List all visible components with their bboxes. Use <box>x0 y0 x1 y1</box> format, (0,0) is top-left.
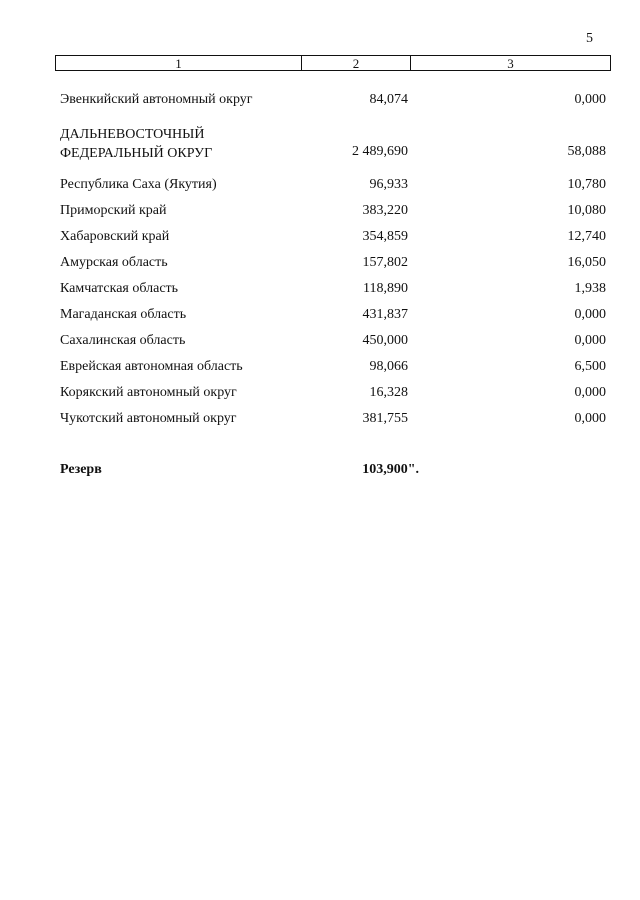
row-value-3: 12,740 <box>567 229 606 244</box>
table-header <box>55 55 611 71</box>
group-name-line-1: ДАЛЬНЕВОСТОЧНЫЙ <box>60 127 205 142</box>
row-value-3: 0,000 <box>574 307 606 322</box>
row-value-2: 157,802 <box>362 255 408 270</box>
row-value-2: 383,220 <box>362 203 408 218</box>
row-value-3: 0,000 <box>574 385 606 400</box>
row-value-2: 381,755 <box>362 411 408 426</box>
row-value-3: 0,000 <box>574 333 606 348</box>
row-value-2: 118,890 <box>363 281 408 296</box>
row-value-3: 6,500 <box>574 359 606 374</box>
row-name: Корякский автономный округ <box>60 385 237 400</box>
row-name: Сахалинская область <box>60 333 186 348</box>
row-value-2: 96,933 <box>369 177 408 192</box>
row-value-3: 1,938 <box>574 281 606 296</box>
row-value-2: 16,328 <box>369 385 408 400</box>
row-name <box>60 125 212 163</box>
reserve-value: 103,900". <box>362 462 419 477</box>
row-value-3: 16,050 <box>567 255 606 270</box>
page-number: 5 <box>586 31 593 46</box>
row-value-3: 0,000 <box>574 411 606 426</box>
row-value-2: 2 489,690 <box>352 144 408 159</box>
row-value-2: 450,000 <box>362 333 408 348</box>
row-name: Чукотский автономный округ <box>60 411 237 426</box>
row-name: Приморский край <box>60 203 167 218</box>
row-value-2: 84,074 <box>369 92 408 107</box>
row-value-3: 0,000 <box>574 92 606 107</box>
row-name: Республика Саха (Якутия) <box>60 177 217 192</box>
header-col-2: 2 <box>302 56 411 70</box>
row-name: Камчатская область <box>60 281 179 296</box>
row-name: Амурская область <box>60 255 168 270</box>
row-value-2: 354,859 <box>362 229 408 244</box>
row-value-3: 10,080 <box>567 203 606 218</box>
row-name: Хабаровский край <box>60 229 170 244</box>
row-name: Еврейская автономная область <box>60 359 243 374</box>
header-col-3: 3 <box>507 55 514 71</box>
row-value-3: 58,088 <box>567 144 606 159</box>
group-name-line-2: ФЕДЕРАЛЬНЫЙ ОКРУГ <box>60 146 213 161</box>
header-col-1: 1 <box>56 56 302 70</box>
row-value-2: 431,837 <box>362 307 408 322</box>
row-name: Магаданская область <box>60 307 187 322</box>
row-value-2: 98,066 <box>369 359 408 374</box>
row-value-3: 10,780 <box>567 177 606 192</box>
row-name: Эвенкийский автономный округ <box>60 92 253 107</box>
reserve-label: Резерв <box>60 462 102 477</box>
